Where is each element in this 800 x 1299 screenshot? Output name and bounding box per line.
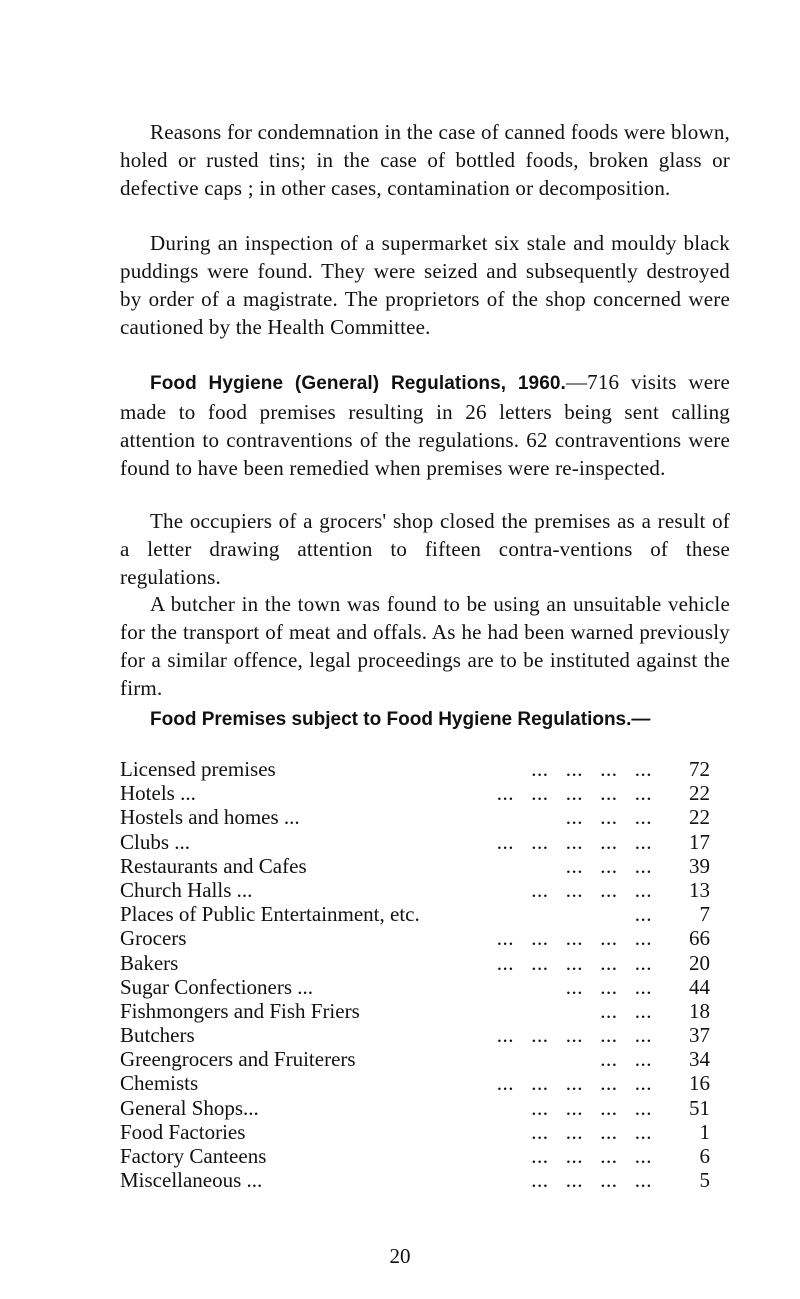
premises-row [120, 926, 710, 950]
premises-label: Miscellaneous ... [120, 1168, 263, 1193]
premises-count: 22 [689, 781, 710, 806]
leader-dots: ... ... ... [565, 805, 652, 830]
premises-label: Clubs ... [120, 829, 191, 854]
leader-dots: ... ... ... ... ... [496, 950, 652, 975]
premises-label: Bakers [120, 950, 179, 975]
premises-row [120, 902, 710, 926]
premises-count: 1 [699, 1119, 710, 1144]
leader-dots: ... ... ... [565, 853, 652, 878]
premises-count: 37 [689, 1023, 710, 1048]
leader-dots: ... ... ... ... ... [496, 1023, 652, 1048]
premises-count: 72 [689, 757, 710, 781]
premises-count: 16 [689, 1071, 710, 1096]
premises-count: 22 [689, 805, 710, 830]
premises-label: Grocers [120, 926, 187, 951]
premises-count: 44 [689, 974, 710, 999]
premises-row [120, 854, 710, 878]
leader-dots: ... ... ... ... [531, 1144, 652, 1168]
premises-count: 7 [699, 902, 710, 927]
premises-list [120, 757, 710, 1192]
premises-row [120, 999, 710, 1023]
leader-dots: ... ... [600, 998, 652, 1023]
leader-dots: ... ... ... ... [531, 1168, 652, 1193]
premises-label: Greengrocers and Fruiterers [120, 1047, 356, 1072]
premises-table-heading: Food Premises subject to Food Hygiene Regulations.— [150, 709, 651, 730]
premises-label: Food Factories [120, 1119, 246, 1144]
premises-count: 6 [699, 1144, 710, 1168]
premises-count: 66 [689, 926, 710, 951]
leader-dots: ... ... ... ... [531, 877, 652, 902]
premises-label: Hotels ... [120, 781, 196, 806]
premises-label: Church Halls ... [120, 877, 253, 902]
leader-dots: ... ... ... ... ... [496, 781, 652, 806]
premises-row [120, 1023, 710, 1047]
leader-dots: ... ... ... ... [531, 1119, 652, 1144]
premises-count: 34 [689, 1047, 710, 1072]
premises-count: 51 [689, 1095, 710, 1120]
premises-row [120, 1168, 710, 1192]
premises-label: Butchers [120, 1023, 195, 1048]
premises-row [120, 878, 710, 902]
premises-count: 20 [689, 950, 710, 975]
premises-label: Restaurants and Cafes [120, 853, 307, 878]
regulations-heading: Food Hygiene (General) Regulations, 1960. [150, 373, 566, 394]
paragraph-hygiene-regulations [120, 368, 730, 482]
paragraph-condemnation-reasons: Reasons for condemnation in the case of canned foods were blown, holed or rusted tins; in the case of bottled foods, broken glass or defective caps ; in other cases, contamination or decomposition. [120, 120, 730, 200]
leader-dots: ... ... [600, 1047, 652, 1072]
premises-row [120, 1120, 710, 1144]
leader-dots: ... ... ... ... [531, 757, 652, 781]
leader-dots: ... [634, 902, 652, 927]
premises-label: Chemists [120, 1071, 199, 1096]
premises-count: 17 [689, 829, 710, 854]
premises-row [120, 951, 710, 975]
premises-label: Places of Public Entertainment, etc. [120, 902, 420, 927]
premises-row [120, 1144, 710, 1168]
leader-dots: ... ... ... [565, 974, 652, 999]
leader-dots: ... ... ... ... [531, 1095, 652, 1120]
leader-dots: ... ... ... ... ... [496, 1071, 652, 1096]
premises-row [120, 1047, 710, 1071]
premises-label: Fishmongers and Fish Friers [120, 998, 360, 1023]
premises-label: General Shops... [120, 1095, 259, 1120]
premises-count: 13 [689, 877, 710, 902]
premises-count: 39 [689, 853, 710, 878]
premises-row [120, 830, 710, 854]
premises-label: Factory Canteens [120, 1144, 267, 1168]
regulations-body: —716 visits were made to food premises resulting in 26 letters being sent calling attention to contraventions of the regulations. 62 contraventions were found to have been remedied when premises were re-inspected. [120, 370, 730, 480]
premises-row [120, 781, 710, 805]
leader-dots: ... ... ... ... ... [496, 829, 652, 854]
premises-label: Licensed premises [120, 757, 276, 781]
premises-row [120, 1071, 710, 1095]
premises-row [120, 1096, 710, 1120]
paragraph-butcher-vehicle: A butcher in the town was found to be using an unsuitable vehicle for the transport of meat and offals. As he had been warned previously for a similar offence, legal proceedings are to be instituted against the firm. [120, 592, 730, 700]
paragraph-grocers-shop: The occupiers of a grocers' shop closed the premises as a result of a letter drawing attention to fifteen contra-ventions of these regulations. [120, 509, 730, 589]
premises-row [120, 975, 710, 999]
premises-label: Hostels and homes ... [120, 805, 300, 830]
paragraph-supermarket-inspection: During an inspection of a supermarket six stale and mouldy black puddings were found. They were seized and subsequently destroyed by order of a magistrate. The proprietors of the shop concerned were cautioned by the Health Committee. [120, 231, 730, 339]
page-number: 20 [389, 1244, 411, 1268]
premises-count: 18 [689, 998, 710, 1023]
premises-count: 5 [699, 1168, 710, 1193]
premises-row [120, 757, 710, 781]
leader-dots: ... ... ... ... ... [496, 926, 652, 951]
premises-label: Sugar Confectioners ... [120, 974, 314, 999]
premises-row [120, 805, 710, 829]
